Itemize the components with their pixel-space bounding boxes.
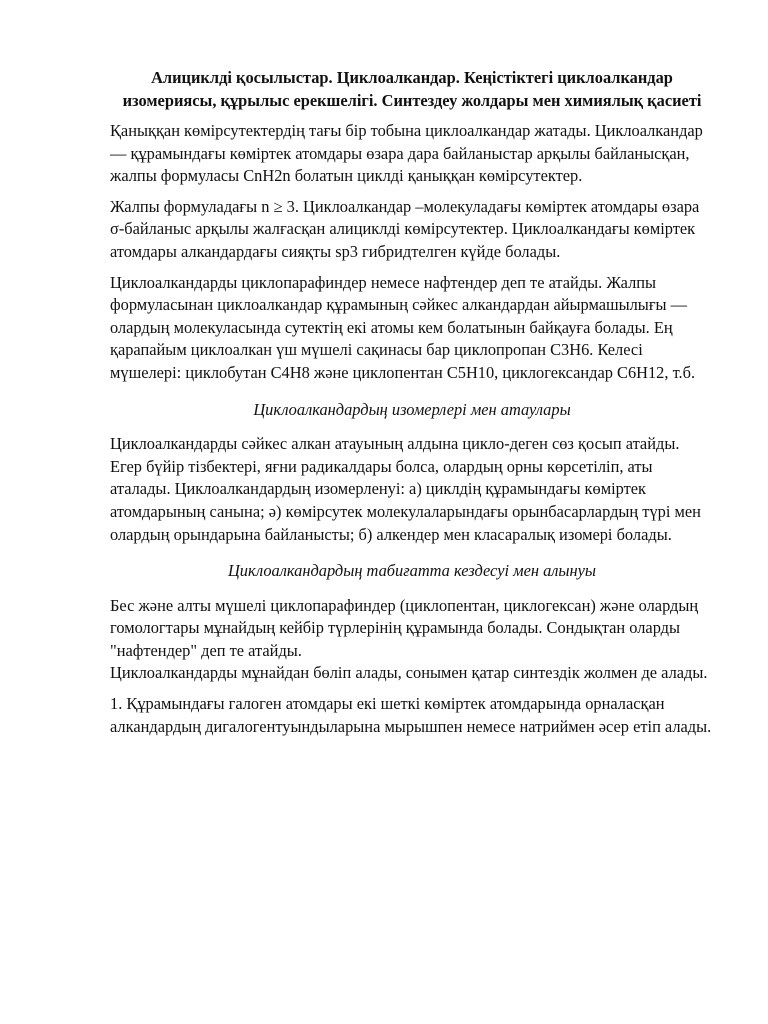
subheading-occurrence: Циклоалкандардың табиғатта кездесуі мен алынуы xyxy=(227,561,597,581)
document-page xyxy=(110,66,714,746)
paragraph-definition: Қаныққан көмірсутектердің тағы бір тобына циклоалкандар жатады. Циклоалкандар — құрамындағы көміртек атомдары өзара дара байланыстар арқылы байланысқан, жалпы формуласы CnH2n болатын циклді қаныққан көмірсутектер. xyxy=(110,121,703,186)
paragraph-isomers: Циклоалкандарды сәйкес алкан атауының алдына цикло-деген сөз қосып атайды. Егер бүйір тізбектері, яғни радикалдары болса, олардың орны көрсетіліп, аты аталады. Циклоалкандардың изомерленуі: а) циклдің құрамындағы көміртек атомдарының санына; ә) көмірсутек молекулаларындағы орынбасарлардың түрі мен олардың орындарына байланысты; б) алкендер мен класаралық изомері болады. xyxy=(110,434,701,544)
paragraph-formula: Жалпы формуладағы n ≥ 3. Циклоалкандар –молекуладағы көміртек атомдары өзара σ-байланыс арқылы жалғасқан алициклді көмірсутектер. Циклоалкандағы көміртек атомдары алкандардағы сияқты sp3 гибридтелген күйде болады. xyxy=(110,196,700,261)
paragraph-naphthenes: Циклоалкандарды циклопарафиндер немесе нафтендер деп те атайды. Жалпы формуласынан циклоалкандар құрамының сәйкес алкандардан айырмашылығы — олардың молекуласында сутектің екі атомы кем болатынын байқауға болады. Ең қарапайым циклоалкан үш мүшелі сақинасы бар циклопропан С3Н6. Келесі мүшелері: циклобутан С4Н8 және циклопентан С5Н10, циклогександар С6Н12, т.б. xyxy=(110,272,696,382)
paragraph-occurrence-part-2: Циклоалкандарды мұнайдан бөліп алады, сонымен қатар синтездік жолмен де алады. xyxy=(110,663,708,683)
paragraph-occurrence xyxy=(110,595,714,685)
document-title: Алициклді қосылыстар. Циклоалкандар. Кеңістіктегі циклоалкандар изомериясы, құрылыс ерекшелігі. Синтездеу жолдары мен химиялық қасиеті xyxy=(122,68,702,110)
paragraph-synthesis-1: 1. Құрамындағы галоген атомдары екі шеткі көміртек атомдарында орналасқан алкандардың дигалогентуындыларына мырышпен немесе натриймен әсер етіп алады. xyxy=(110,694,712,736)
paragraph-occurrence-part-1: Бес және алты мүшелі циклопарафиндер (циклопентан, циклогексан) және олардың гомологтары мұнайдың кейбір түрлерінің құрамында болады. Сондықтан оларды "нафтендер" деп те атайды. xyxy=(110,595,699,660)
subheading-isomers: Циклоалкандардың изомерлері мен атаулары xyxy=(253,399,571,419)
